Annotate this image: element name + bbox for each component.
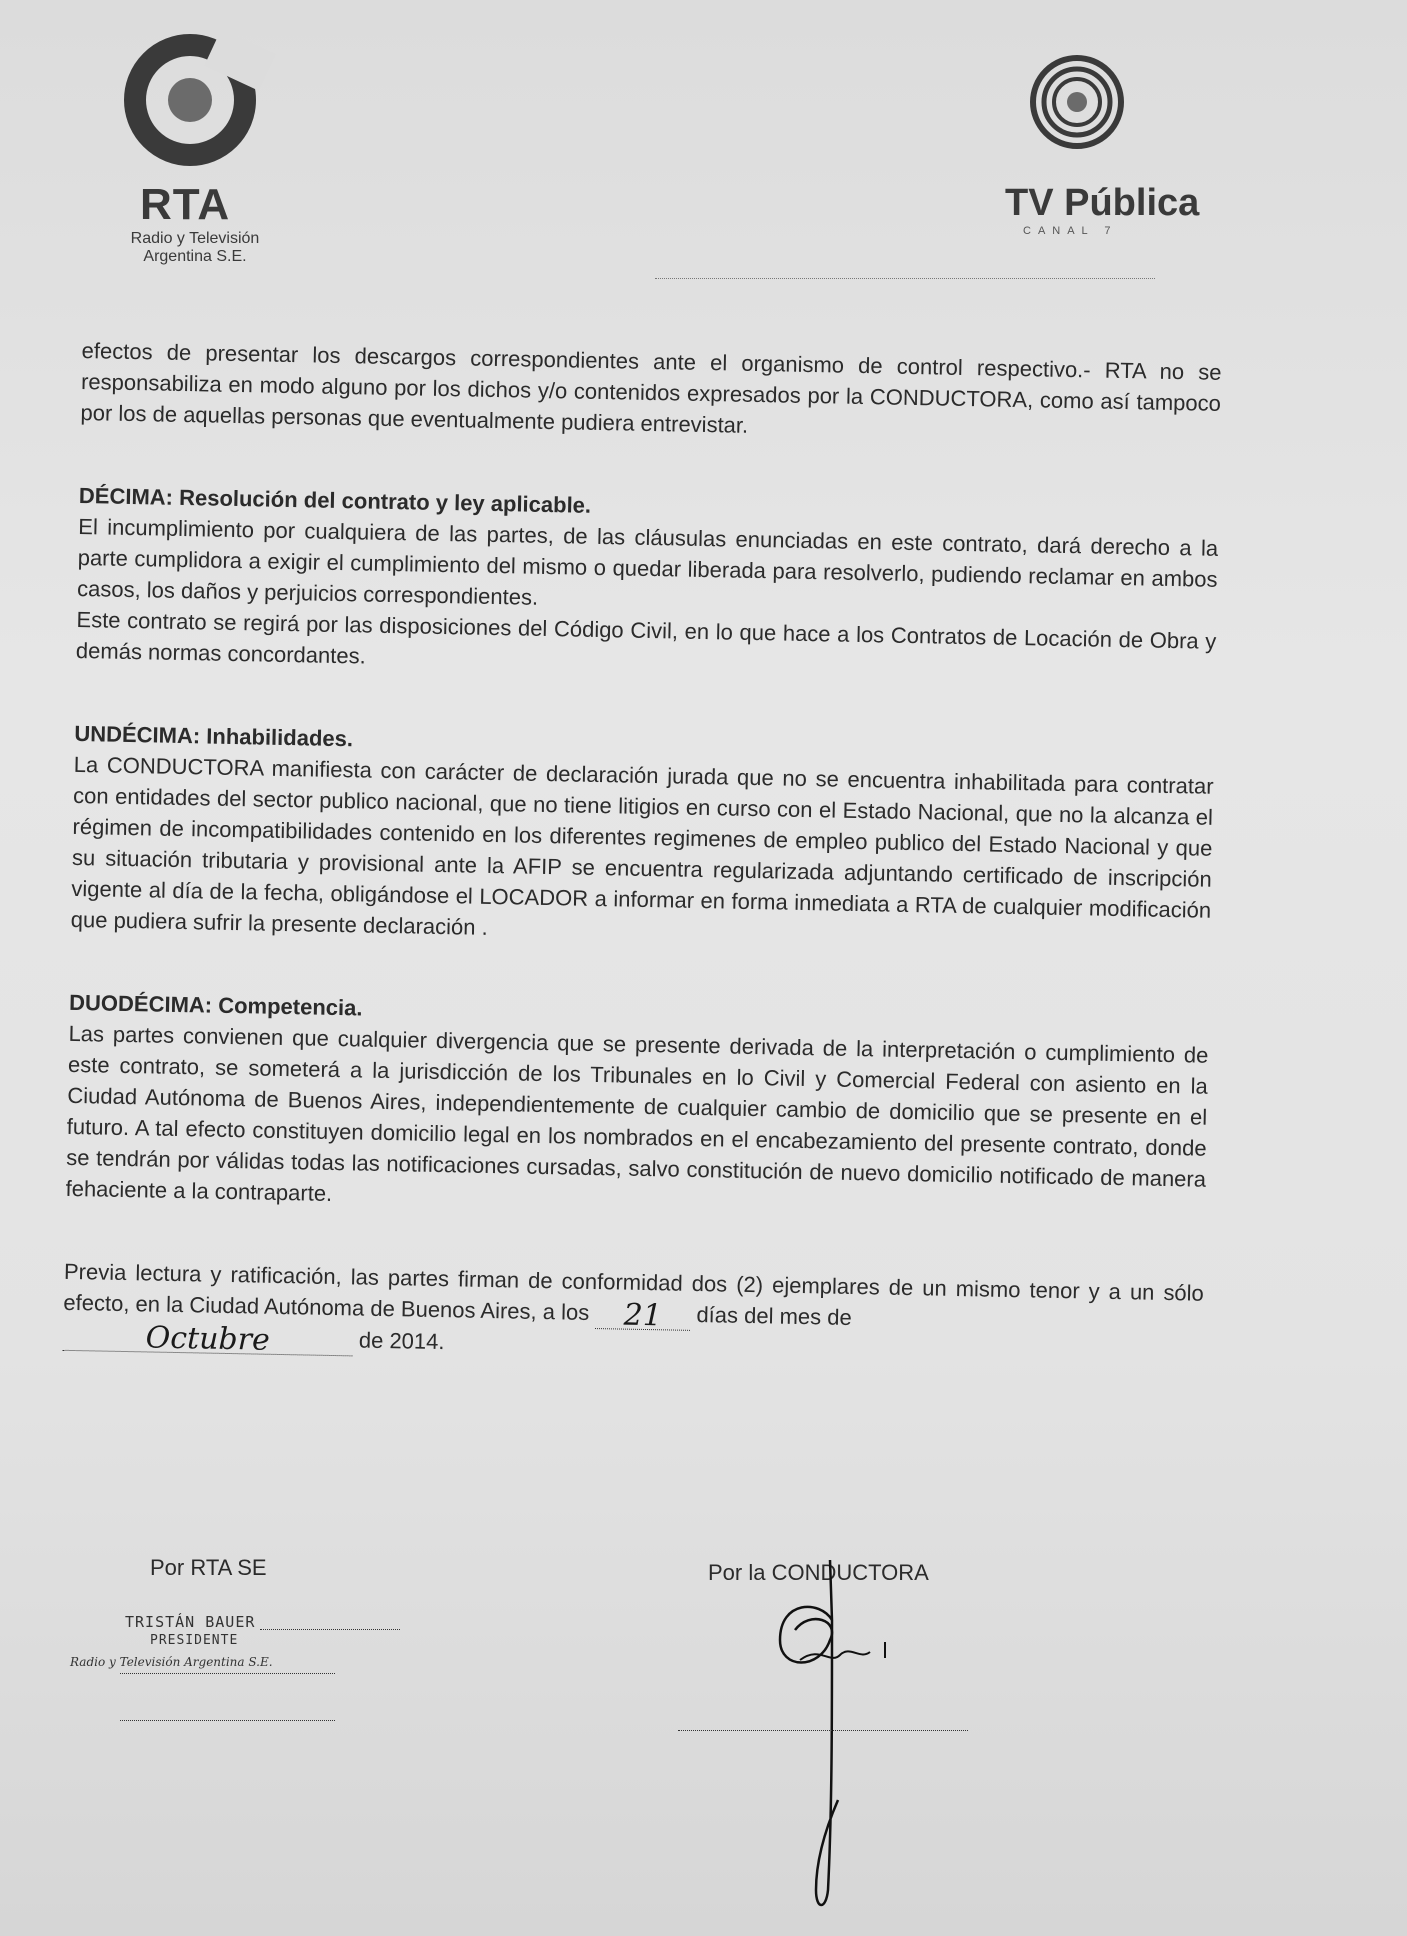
tv-publica-circle-icon xyxy=(1027,50,1127,150)
rta-signature-label: Por RTA SE xyxy=(150,1555,267,1580)
decima-heading: DÉCIMA: Resolución del contrato y ley aplicable. xyxy=(78,482,592,518)
conductora-signature-block xyxy=(660,1560,1000,1920)
handwritten-month: Octubre xyxy=(145,1320,271,1358)
rta-subtitle-line2: Argentina S.E. xyxy=(143,248,247,265)
intro-paragraph: efectos de presentar los descargos correspondientes ante el organismo de control respectivo.- RTA no se responsabiliza en modo alguno por los dichos y/o contenidos expresados por la CONDUCTORA, como así tampoco por los de aquellas personas que eventualmente pudiera entrevistar. xyxy=(80,337,1222,438)
contract-body xyxy=(62,335,1221,1373)
stamp-org-line xyxy=(120,1673,335,1674)
stamp-name: TRISTÁN BAUER xyxy=(125,1613,256,1631)
decima-paragraph-1: El incumplimiento por cualquiera de las partes, de las cláusulas enunciadas en este contrato, dará derecho a la parte cumplidora a exigir el cumplimiento del mismo o quedar liberada para resolverlo, pudiendo reclamar en ambos casos, los daños y perjuicios correspondientes. xyxy=(76,513,1219,610)
tv-publica-subtitle: CANAL 7 xyxy=(1023,225,1118,237)
month-field xyxy=(62,1319,353,1357)
rta-logo xyxy=(95,30,295,280)
stamp-org: Radio y Televisión Argentina S.E. xyxy=(70,1655,273,1669)
rta-circle-icon xyxy=(95,30,295,180)
decima-paragraph-2: Este contrato se regirá por las disposiciones del Código Civil, en lo que hace a los Contratos de Locación de Obra y demás normas concordantes. xyxy=(75,606,1217,669)
closing-text-1: Previa lectura y ratificación, las partes firman de conformidad dos (2) ejemplares de un mismo tenor y a un sólo efecto, en la Ciudad Autónoma de Buenos Aires, a los xyxy=(63,1258,1205,1325)
handwritten-day: 21 xyxy=(623,1297,663,1334)
conductora-signature-label: Por la CONDUCTORA xyxy=(708,1560,929,1585)
rta-brand: RTA xyxy=(140,180,231,229)
rta-signature-block xyxy=(70,1555,400,1745)
undecima-paragraph: La CONDUCTORA manifiesta con carácter de declaración jurada que no se encuentra inhabilitada para contratar con entidades del sector publico nacional, que no tiene litigios en curso con el Estado Nacional, que no la alcanza el régimen de incompatibilidades contenido en los diferentes regimenes de empleo publico del Estado Nacional y que su situación tributaria y provisional ante la AFIP se encuentra regularizada adjuntando certificado de inscripción vigente al día de la fecha, obligándose el LOCADOR a informar en forma inmediata a RTA de cualquier modificación que pudiera sufrir la presente declaración . xyxy=(70,751,1214,940)
tv-publica-logo xyxy=(995,50,1200,250)
rta-subtitle-line1: Radio y Televisión xyxy=(130,230,260,247)
closing-text-2: días del mes de xyxy=(696,1301,852,1330)
duodecima-heading: DUODÉCIMA: Competencia. xyxy=(68,989,363,1021)
header-rule xyxy=(655,278,1155,279)
stamp-name-line xyxy=(260,1629,400,1630)
undecima-heading: UNDÉCIMA: Inhabilidades. xyxy=(74,720,354,752)
duodecima-paragraph: Las partes convienen que cualquier divergencia que se presente derivada de la interpretación o cumplimiento de este contrato, se someterá a la jurisdicción de los Tribunales en lo Civil y Comercial Federal con asiento en la Ciudad Autónoma de Buenos Aires, independientemente de cualquier cambio de domicilio que se presente en el futuro. A tal efecto constituyen domicilio legal en los nombrados en el encabezamiento del presente contrato, donde se tendrán por válidas todas las notificaciones cursadas, salvo constitución de nuevo domicilio notificado de manera fehaciente a la contraparte. xyxy=(65,1020,1209,1206)
rta-subtitle xyxy=(95,230,295,266)
closing-year: de 2014. xyxy=(358,1327,445,1355)
rta-signature-line xyxy=(120,1720,335,1721)
conductora-signature-line xyxy=(678,1730,968,1731)
tv-publica-brand: TV Pública xyxy=(1005,182,1200,224)
day-field xyxy=(595,1297,691,1334)
stamp-title: PRESIDENTE xyxy=(150,1633,239,1648)
conductora-signature-scribble xyxy=(720,1560,920,1920)
